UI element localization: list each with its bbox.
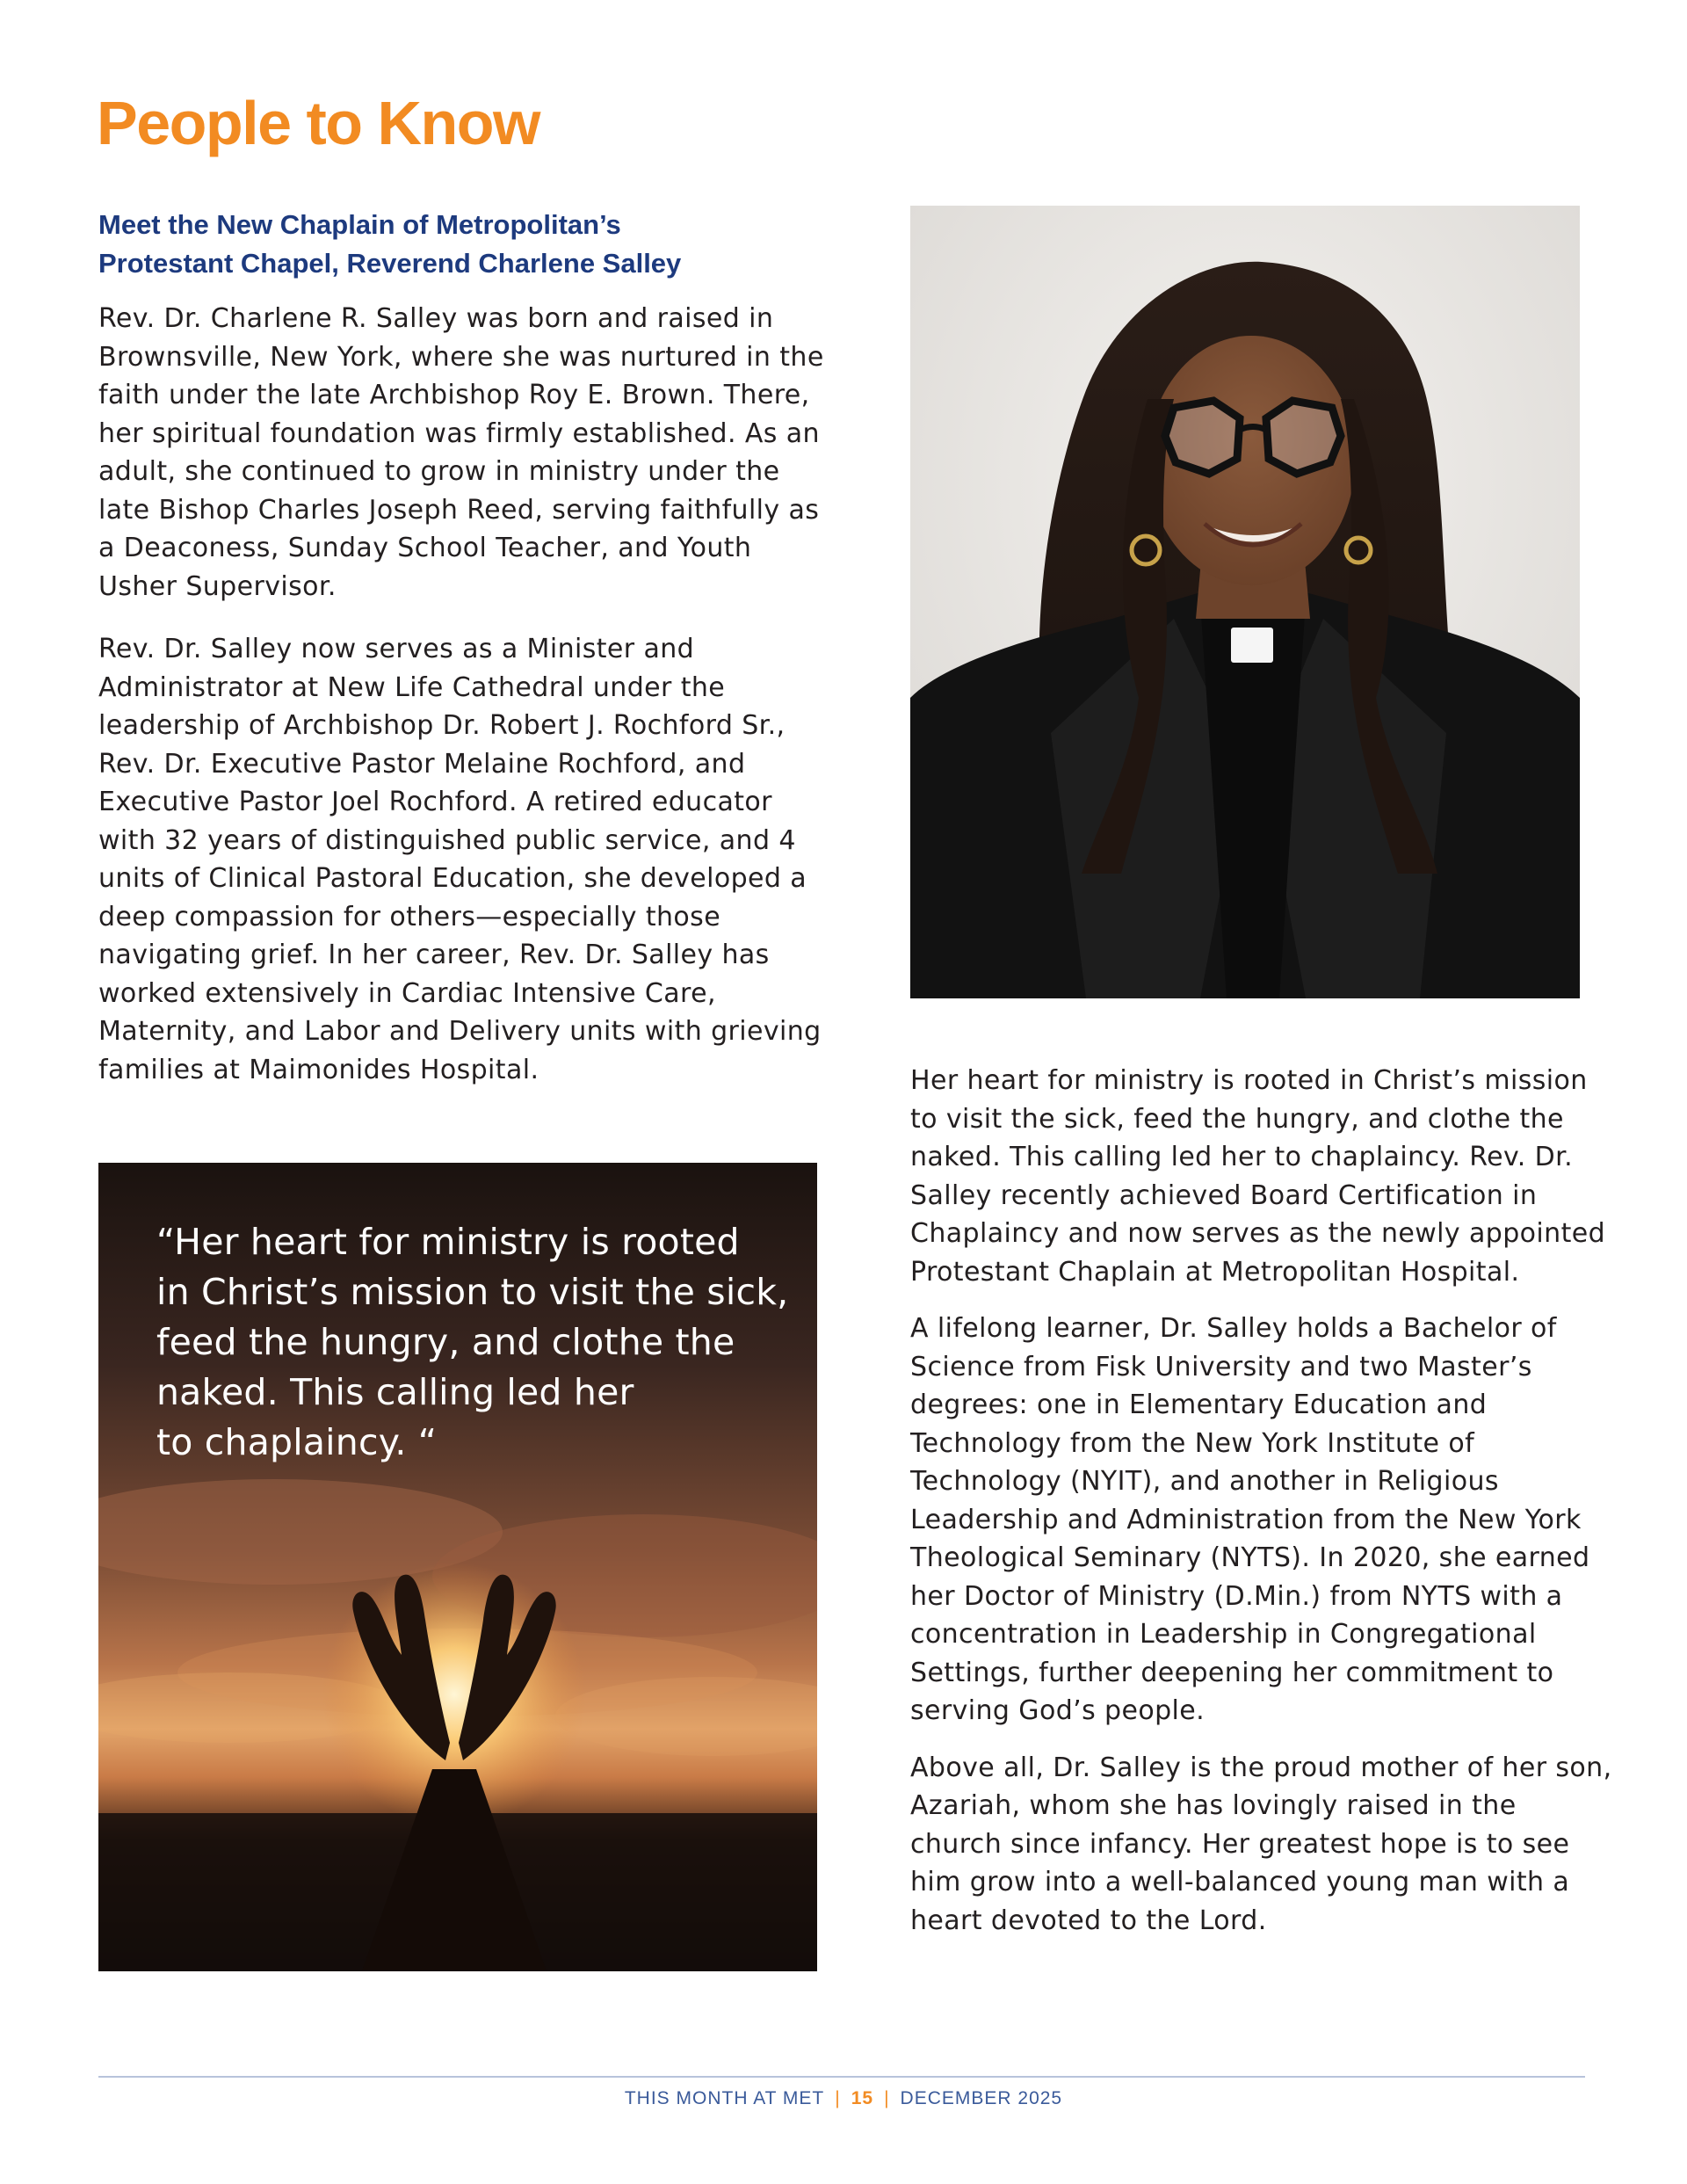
left-text-column: [98, 300, 836, 1089]
body-paragraph: Above all, Dr. Salley is the proud mother of her son, Azariah, whom she has lovingly raised in the church since infancy. Her greatest hope is to see him grow into a well-balanced young man with a heart devoted to the Lord.: [910, 1752, 1612, 1936]
footer-separator: |: [835, 2088, 841, 2108]
article-subtitle: [98, 206, 819, 283]
right-text-column: [910, 1062, 1613, 1940]
pull-quote-image: [98, 1163, 817, 1971]
footer-separator: |: [884, 2088, 890, 2108]
footer-publication: THIS MONTH AT MET: [624, 2088, 825, 2108]
pull-quote-text: “Her heart for ministry is rooted in Christ’s mission to visit the sick, feed the hungry, and clothe the naked. This calling led her to chaplaincy. “: [156, 1221, 789, 1463]
body-paragraph: Her heart for ministry is rooted in Christ’s mission to visit the sick, feed the hungry, and clothe the naked. This calling led her to chaplaincy. Rev. Dr. Salley recently achieved Board Certification in Chaplaincy and now serves as the newly appointed Protestant Chaplain at Metropolitan Hospital.: [910, 1065, 1606, 1288]
body-paragraph: Rev. Dr. Salley now serves as a Minister and Administrator at New Life Cathedral under the leadership of Archbishop Dr. Robert J. Rochford Sr., Rev. Dr. Executive Pastor Melaine Rochford, and Executive Pastor Joel Rochford. A retired educator with 32 years of distinguished public service, and 4 units of Clinical Pastoral Education, she developed a deep compassion for others—especially those navigating grief. In her career, Rev. Dr. Salley has worked extensively in Cardiac Intensive Care, Maternity, and Labor and Delivery units with grieving families at Maimonides Hospital.: [98, 634, 822, 1085]
article-subtitle-line-1: Meet the New Chaplain of Metropolitan’s: [98, 209, 621, 240]
footer-page-number: 15: [851, 2088, 874, 2108]
page-title: People to Know: [97, 89, 539, 157]
page-footer: [0, 2088, 1687, 2109]
footer-divider: [98, 2076, 1585, 2078]
article-subtitle-line-2: Protestant Chapel, Reverend Charlene Salley: [98, 248, 682, 279]
body-paragraph: Rev. Dr. Charlene R. Salley was born and raised in Brownsville, New York, where she was nurtured in the faith under the late Archbishop Roy E. Brown. There, her spiritual foundation was firmly established. As an adult, she continued to grow in ministry under the late Bishop Charles Joseph Reed, serving faithfully as a Deaconess, Sunday School Teacher, and Youth Usher Supervisor.: [98, 303, 824, 602]
chaplain-portrait-photo: [910, 206, 1580, 998]
footer-date: DECEMBER 2025: [900, 2088, 1063, 2108]
body-paragraph: A lifelong learner, Dr. Salley holds a Bachelor of Science from Fisk University and two Master’s degrees: one in Elementary Education and Technology from the New York Institute of Technology (NYIT), and another in Religious Leadership and Administration from the New York Theological Seminary (NYTS). In 2020, she earned her Doctor of Ministry (D.Min.) from NYTS with a concentration in Leadership in Congregational Settings, further deepening her commitment to serving God’s people.: [910, 1313, 1590, 1726]
